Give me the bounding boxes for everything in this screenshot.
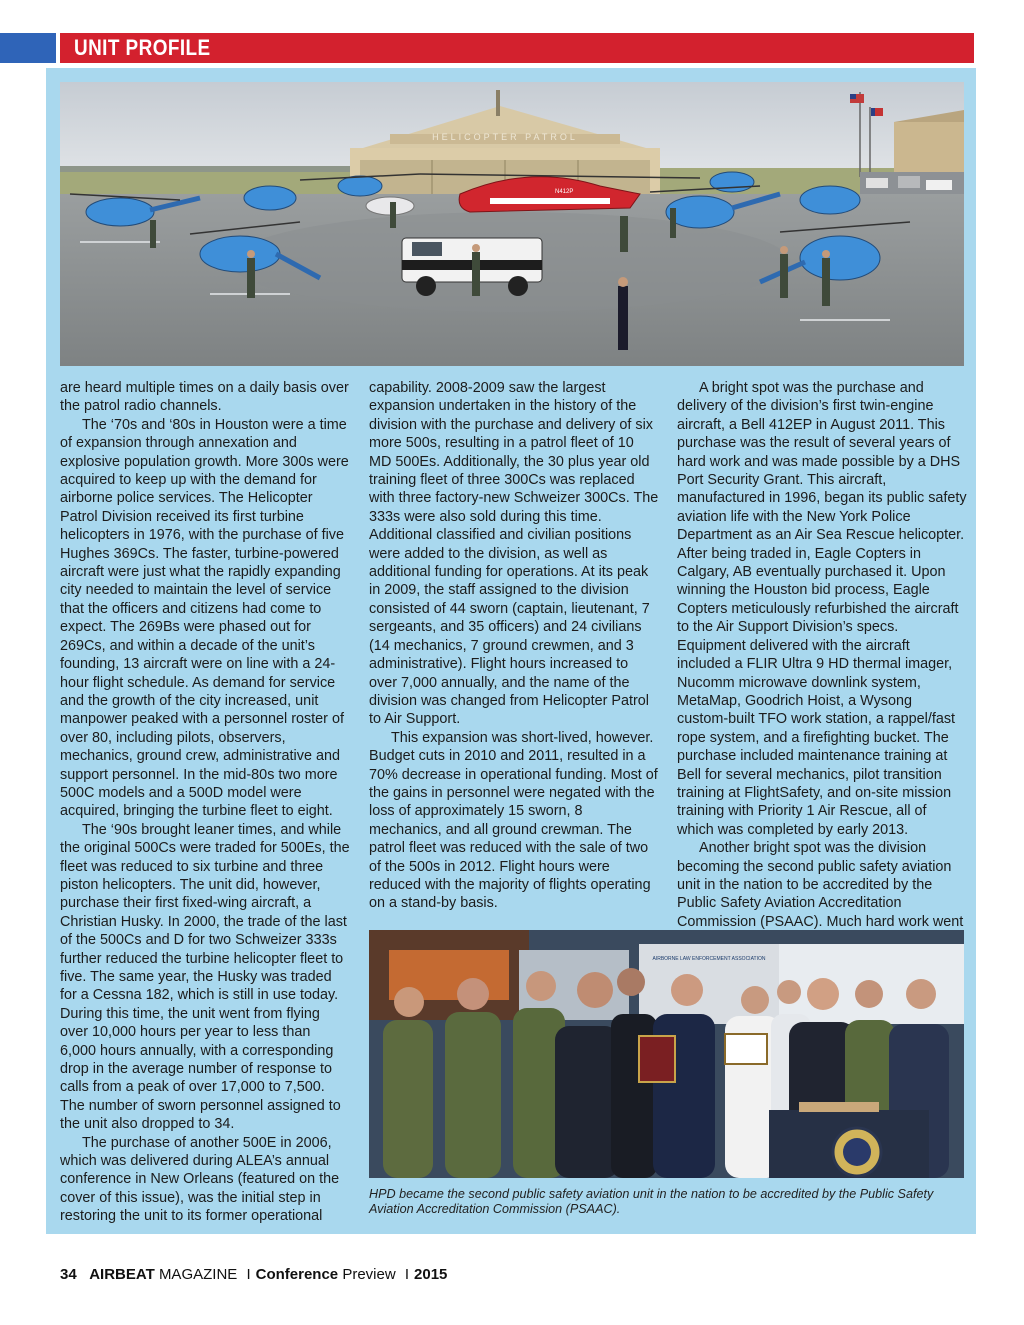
article-column-1 — [60, 379, 350, 1226]
paragraph: are heard multiple times on a daily basis over the patrol radio channels. — [60, 380, 349, 415]
magazine-brand: AIRBEAT — [89, 1266, 155, 1283]
paragraph: The ‘70s and ‘80s in Houston were a time of expansion through annexation and explosive population growth. More 300s were acquired to keep up with the demand for airborne police services. The Helicopter Patrol Division received its first turbine helicopters in 1976, with the purchase of five Hughes 369Cs. The faster, turbine-powered aircraft were just what the rapidly expanding city needed to maintain the level of service that the officers and citizens had come to expect. The 269Bs were phased out for 269Cs, and within a decade of the unit’s founding, 13 aircraft were on line with a 24-hour flight schedule. As demand for service and the growth of the city increased, unit manpower peaked with a personnel roster of over 80, including pilots, observers, mechanics, ground crew, administrative and support personnel. In the mid-80s two more 500C models and a 500D model were acquired, bringing the turbine fleet to eight. — [60, 416, 349, 820]
page-number: 34 — [60, 1266, 77, 1283]
paragraph: capability. 2008-2009 saw the largest expansion undertaken in the history of the division with the purchase and delivery of six more 500s, resulting in a patrol fleet of 10 MD 500Es. Additionally, the 30 plus year old training fleet of three 300Cs was replaced with three factory-new Schweizer 300Cs. The 333s were also sold during this time. Additional classified and civilian positions were added to the division, as well as additional funding for operations. At its peak in 2009, the staff assigned to the division consisted of 44 sworn (captain, lieutenant, 7 sergeants, and 35 officers) and 24 civilians (14 mechanics, 7 ground crewmen, and 3 administrative). Flight hours increased to over 7,000 annually, and the name of the division was changed from Helicopter Patrol to Air Support. — [369, 380, 659, 728]
paragraph: This expansion was short-lived, however. Budget cuts in 2010 and 2011, resulted in a 70% decrease in operational funding. Most of the gains in personnel were negated with the loss of approximately 15 sworn, 8 mechanics, and all ground crewman. The patrol fleet was reduced with the sale of two of the 500s in 2012. Flight hours were reduced with the majority of flights operating on a stand-by basis. — [369, 729, 658, 912]
paragraph: The ‘90s brought leaner times, and while the original 500Cs were traded for 500Es, the fleet was reduced to six turbine and three piston helicopters. The unit did, however, purchase their first fixed-wing aircraft, a Christian Husky. In 2000, the trade of the last of the 500Cs and D for two Schweizer 333s further reduced the turbine helicopter fleet to five. The same year, the Husky was traded for a Cessna 182, which is still in use today. During this time, the unit went from flying over 10,000 hours per year to less than 6,000 hours annually, with a corresponding drop in the average number of response to calls from a peak of over 17,000 to 7,500. The number of sworn personnel assigned to the unit also dropped to 34. — [60, 821, 350, 1133]
issue-label-bold: Conference — [255, 1266, 339, 1283]
accreditation-photo — [369, 930, 964, 1178]
issue-year: 2015 — [414, 1266, 448, 1283]
issue-label: Preview — [342, 1266, 396, 1283]
article-column-3 — [677, 379, 967, 950]
section-title: UNIT PROFILE — [74, 35, 211, 60]
magazine-label: MAGAZINE — [158, 1266, 238, 1283]
page-footer — [60, 1266, 447, 1283]
article-column-2 — [369, 379, 659, 913]
fleet-photo — [60, 82, 964, 366]
tail-number: N412P — [555, 189, 574, 195]
footer-separator: I — [404, 1266, 410, 1283]
hangar-sign: HELICOPTER PATROL — [432, 132, 578, 142]
paragraph: The purchase of another 500E in 2006, which was delivered during ALEA’s annual conference in New Orleans (featured on the cover of this issue), was the initial step in restoring the unit to its former operational — [60, 1134, 340, 1225]
paragraph: A bright spot was the purchase and delivery of the division’s first twin-engine aircraft, a Bell 412EP in August 2011. This purchase was the result of several years of hard work and was made possible by a DHS Port Security Grant. This aircraft, manufactured in 1996, began its public safety aviation life with the New York Police Department as an Air Sea Rescue helicopter. After being traded in, Eagle Copters in Calgary, AB eventually purchased it. Upon winning the Houston bid process, Eagle Copters meticulously refurbished the aircraft to the Air Support Division’s specs. Equipment delivered with the aircraft included a FLIR Ultra 9 HD thermal imager, Nucomm microwave downlink system, MetaMap, Goodrich Hoist, a Wysong custom-built TFO work station, a rappel/fast rope system, and a firefighting bucket. The purchase included maintenance training at Bell for several mechanics, pilot transition training at FlightSafety, and on-site mission training with Priority 1 Air Rescue, all of which was completed by early 2013. — [677, 380, 967, 838]
photo-caption: HPD became the second public safety aviation unit in the nation to be accredited by the Public Safety Aviation Accreditation Commission (PSAAC). — [369, 1187, 934, 1216]
paragraph: Another bright spot was the division becoming the second public safety aviation unit in the nation to be accredited by the Public Safety Aviation Accreditation Commission (PSAAC). Much hard work went — [677, 840, 964, 930]
header-bar — [60, 33, 974, 63]
booth-banner: AIRBORNE LAW ENFORCEMENT ASSOCIATION — [652, 956, 766, 962]
footer-separator: I — [246, 1266, 251, 1283]
header-blue-bar — [0, 33, 56, 63]
